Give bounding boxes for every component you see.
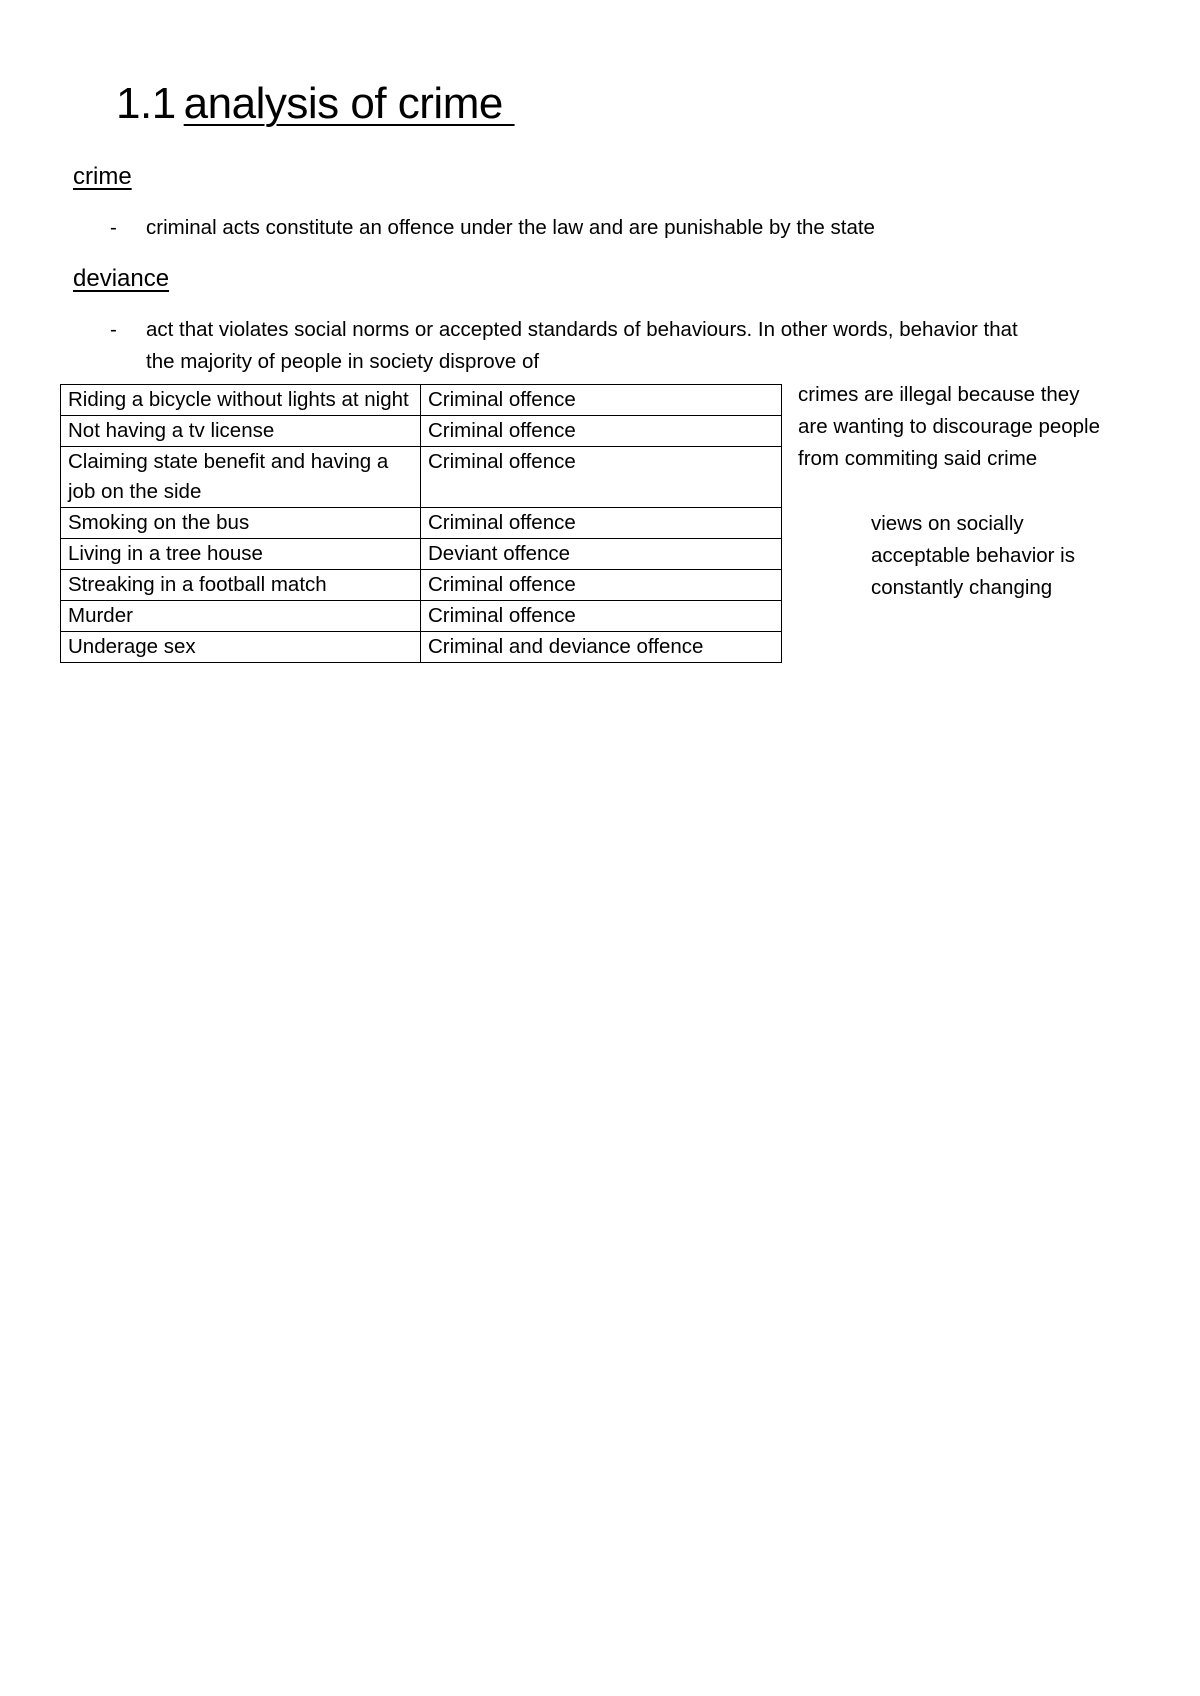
bullet-marker: - — [110, 318, 117, 341]
heading-deviance: deviance — [73, 265, 170, 292]
classification-cell: Criminal and deviance offence — [421, 632, 782, 663]
classification-cell: Criminal offence — [421, 416, 782, 447]
act-cell: Murder — [61, 601, 421, 632]
act-cell: Claiming state benefit and having a job on the side — [61, 447, 421, 508]
table-row — [61, 601, 782, 632]
act-cell: Underage sex — [61, 632, 421, 663]
note-line: crimes are illegal because they — [798, 383, 1080, 406]
note-line: views on socially — [871, 512, 1024, 535]
table-row — [61, 385, 782, 416]
note-crimes-illegal — [798, 379, 1178, 475]
title-text: analysis of crime — [183, 79, 515, 128]
table-row — [61, 539, 782, 570]
deviance-definition-line-1: act that violates social norms or accepted standards of behaviours. In other words, behavior that — [146, 318, 1018, 341]
table-row — [61, 632, 782, 663]
classification-cell: Criminal offence — [421, 508, 782, 539]
note-line: acceptable behavior is — [871, 544, 1075, 567]
note-line: constantly changing — [871, 576, 1053, 599]
classification-cell: Criminal offence — [421, 447, 782, 508]
title-number: 1.1 — [116, 79, 176, 128]
crime-definition-text: criminal acts constitute an offence under the law and are punishable by the state — [146, 216, 875, 239]
note-line: from commiting said crime — [798, 447, 1038, 470]
note-line: are wanting to discourage people — [798, 415, 1101, 438]
table-row — [61, 447, 782, 508]
bullet-marker: - — [110, 216, 117, 239]
table-row — [61, 416, 782, 447]
heading-crime: crime — [73, 163, 132, 190]
note-socially-acceptable — [871, 508, 1171, 604]
crime-classification-table — [60, 384, 782, 663]
classification-cell: Criminal offence — [421, 601, 782, 632]
classification-cell: Deviant offence — [421, 539, 782, 570]
act-cell: Living in a tree house — [61, 539, 421, 570]
classification-cell: Criminal offence — [421, 385, 782, 416]
page-title — [116, 76, 515, 132]
act-cell: Riding a bicycle without lights at night — [61, 385, 421, 416]
deviance-definition-line-2: the majority of people in society disprove of — [146, 350, 540, 373]
classification-cell: Criminal offence — [421, 570, 782, 601]
bullet-crime-definition — [110, 212, 1010, 244]
act-cell: Not having a tv license — [61, 416, 421, 447]
act-cell: Streaking in a football match — [61, 570, 421, 601]
table-row — [61, 570, 782, 601]
bullet-deviance-definition — [110, 314, 1110, 378]
act-cell: Smoking on the bus — [61, 508, 421, 539]
table-row — [61, 508, 782, 539]
